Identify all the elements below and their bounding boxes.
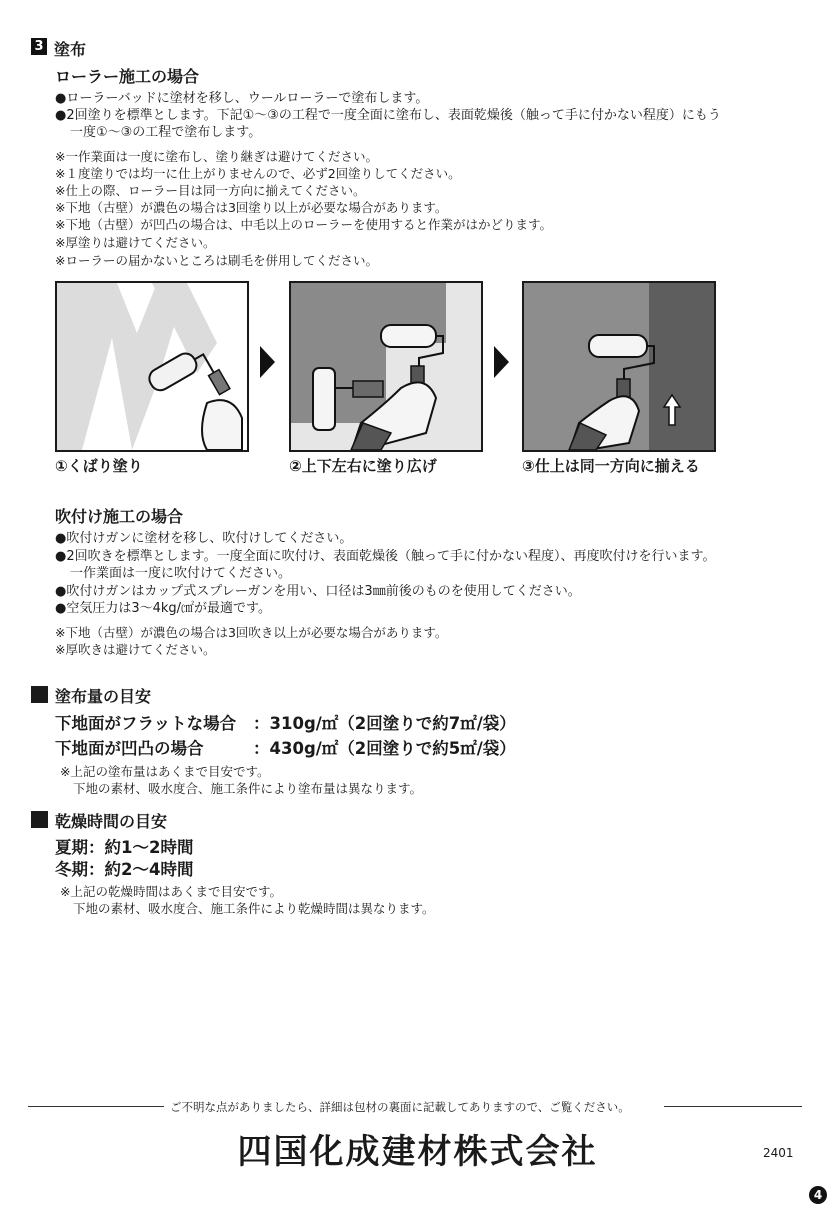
spray-bullet-2: ●2回吹きを標準とします。一度全面に吹付け、表面乾燥後（触って手に付かない程度）、再度吹付けを行います。 [55,549,716,564]
coverage-uneven-label: 下地面が凹凸の場合 [55,739,204,758]
roller-bullet-1: ●ローラーバッドに塗材を移し、ウールローラーで塗布します。 [55,91,429,106]
drying-summer: 夏期：約1～2時間 [55,838,194,857]
coverage-flat-label: 下地面がフラットな場合 [55,714,237,733]
section-number-badge: 3 [31,38,47,55]
coverage-note-1: ※上記の塗布量はあくまで目安です。 [60,764,270,779]
step-3-caption: ③仕上は同一方向に揃える [522,457,700,475]
roller-title: ローラー施工の場合 [55,67,200,86]
drying-note-1: ※上記の乾燥時間はあくまで目安です。 [60,884,282,899]
roller-bullet-2: ●2回塗りを標準とします。下記①～③の工程で一度全面に塗布し、表面乾燥後（触って手に付かない程度）にもう [55,108,721,123]
section-title: 塗布 [54,40,87,59]
arrow-right-icon [260,346,275,378]
arrow-right-icon [494,346,509,378]
spray-bullet-4: ●空気圧力は3～4kg/㎠が最適です。 [55,601,272,616]
company-name: 四国化成建材株式会社 [237,1132,598,1172]
drying-note-2: 下地の素材、吸水度合、施工条件により乾燥時間は異なります。 [73,901,435,916]
footer-notice: ご不明な点がありましたら、詳細は包材の裏面に記載してありますので、ご覧ください。 [170,1100,630,1114]
drying-winter: 冬期：約2～4時間 [55,860,194,879]
roller-note-2: ※１度塗りでは均一に仕上がりませんので、必ず2回塗りしてください。 [55,166,461,181]
footer-rule-left [28,1106,164,1107]
coverage-note-2: 下地の素材、吸水度合、施工条件により塗布量は異なります。 [73,781,423,796]
step-1-illustration [55,281,249,452]
spray-title: 吹付け施工の場合 [55,507,184,526]
spray-bullet-2-cont: 一作業面は一度に吹付けてください。 [70,566,292,581]
footer-rule-right [664,1106,802,1107]
roller-note-3: ※仕上の際、ローラー目は同一方向に揃えてください。 [55,183,366,198]
spray-bullet-3: ●吹付けガンはカップ式スプレーガンを用い、口径は3㎜前後のものを使用してください。 [55,584,581,599]
step-3-illustration [522,281,716,452]
roller-note-4: ※下地（古壁）が濃色の場合は3回塗り以上が必要な場合があります。 [55,200,448,215]
spray-bullet-1: ●吹付けガンに塗材を移し、吹付けしてください。 [55,531,353,546]
coverage-title: 塗布量の目安 [55,687,152,706]
step-1-caption: ①くばり塗り [55,457,143,475]
coverage-flat-value: ：310g/㎡（2回塗りで約7㎡/袋） [253,714,516,733]
step-2-illustration [289,281,483,452]
roller-note-6: ※厚塗りは避けてください。 [55,235,216,250]
roller-note-5: ※下地（古壁）が凹凸の場合は、中毛以上のローラーを使用すると作業がはかどります。 [55,217,552,232]
roller-note-7: ※ローラーの届かないところは刷毛を併用してください。 [55,253,378,268]
coverage-marker [31,686,48,703]
roller-note-1: ※一作業面は一度に塗布し、塗り継ぎは避けてください。 [55,149,378,164]
drying-marker [31,811,48,828]
spray-note-1: ※下地（古壁）が濃色の場合は3回吹き以上が必要な場合があります。 [55,625,448,640]
step-2-caption: ②上下左右に塗り広げ [289,457,437,475]
spray-note-2: ※厚吹きは避けてください。 [55,642,216,657]
roller-bullet-2-cont: 一度①～③の工程で塗布します。 [70,125,262,140]
coverage-uneven-value: ：430g/㎡（2回塗りで約5㎡/袋） [253,739,516,758]
drying-title: 乾燥時間の目安 [55,812,168,831]
document-code: 2401 [763,1146,794,1160]
page-number-badge: 4 [809,1186,827,1204]
